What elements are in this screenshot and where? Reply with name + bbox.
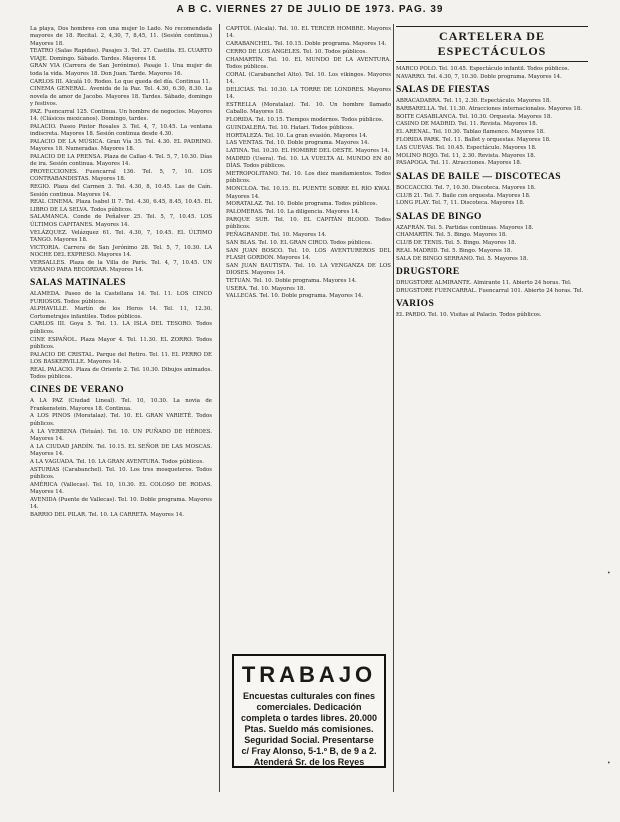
listing-entry: DELICIAS. Tel. 10.30. LA TORRE DE LONDRES. Mayores 14. <box>226 86 391 101</box>
listing-entry: CLUB 21. Tel. 7. Baile con orquesta. Mayores 18. <box>396 192 531 199</box>
listing-entry: USERA. Tel. 10. Mayores 18. <box>226 285 306 292</box>
listing-entry: CERRO DE LOS ÁNGELES. Tel. 10. Todos públicos. <box>226 48 367 55</box>
section-title-matinales: SALAS MATINALES <box>30 278 126 289</box>
listing-entry: DRUGSTORE ALMIRANTE. Almirante 11. Abierto 24 horas. Tel. <box>396 280 572 287</box>
listing-entry: CINEMA GENERAL. Avenida de la Paz. Tel. 4.30, 6.30, 8.30. La novela de amor de Jacobo. Mayores 18. Tardes. Sábado, domingo y festivos. <box>30 86 212 107</box>
listing-entry: TEATRO (Salas Rapidas). Pasajes 3. Tel. 27. Castilla. EL CUARTO VIAJE. Domingo. Sábado. Tardes. Mayores 18. <box>30 48 212 62</box>
matinales-listings <box>30 291 212 381</box>
listing-entry: A LA VAGUADA. Tel. 10. LA GRAN AVENTURA. Todos públicos. <box>30 458 204 465</box>
listing-entry: LONG PLAY. Tel. 7, 11. Discoteca. Mayores 18. <box>396 200 525 207</box>
listing-entry: MOLINO ROJO. Tel. 11, 2.30. Revista. Mayores 18. <box>396 152 536 159</box>
listing-entry: A LA PAZ (Ciudad Lineal). Tel. 10, 10.30. La novia de Frankenstein. Mayores 18. Continua. <box>30 398 212 412</box>
listing-entry: PALACIO DE LA PRENSA. Plaza de Callao 4. Tel. 5, 7, 10.30. Días de ira. Sesión continua. Mayores 14. <box>30 154 212 168</box>
listing-entry: ESTRELLA (Moratalaz). Tel. 10. Un hombre llamado Caballo. Mayores 18. <box>226 101 391 116</box>
listing-entry: ASTURIAS (Carabanchel). Tel. 10. Los tres mosqueteros. Todos públicos. <box>30 466 212 480</box>
listing-entry: REAL PALACIO. Plaza de Oriente 2. Tel. 10.30. Dibujos animados. Todos públicos. <box>30 366 212 381</box>
listing-entry: REAL CINEMA. Plaza Isabel II 7. Tel. 4.30, 6.45, 8.45, 10.45. EL LIBRO DE LA SELVA. Todos públicos. <box>30 199 212 213</box>
listing-entry: CARABANCHEL. Tel. 10.15. Doble programa. Mayores 14. <box>226 41 387 48</box>
listing-entry: A LA CIUDAD JARDÍN. Tel. 10.15. EL SEÑOR DE LAS MOSCAS. Mayores 14. <box>30 443 212 457</box>
listing-entry: VERSALLES. Plaza de la Villa de París. Tel. 4, 7, 10.45. UN VERANO PARA RECORDAR. Mayores 14. <box>30 259 212 273</box>
margin-mark-lower: • <box>607 760 611 767</box>
drugstore-listings <box>396 280 588 295</box>
section-title-fiestas: SALAS DE FIESTAS <box>396 85 490 96</box>
varios-listings <box>396 312 588 319</box>
section-title-varios: VARIOS <box>396 299 435 310</box>
verano-listings <box>30 398 212 519</box>
listing-entry: TETUÁN. Tel. 10. Doble programa. Mayores 14. <box>226 277 357 284</box>
section-title-bingo: SALAS DE BINGO <box>396 211 482 222</box>
listing-entry: CASINO DE MADRID. Tel. 11. Revista. Mayores 18. <box>396 121 538 128</box>
listing-entry: BOCCACCIO. Tel. 7, 10.30. Discoteca. Mayores 18. <box>396 184 536 191</box>
listing-entry: BARRIO DEL PILAR. Tel. 10. LA CARRETA. Mayores 14. <box>30 511 185 518</box>
listing-entry: CARLOS III. Goya 5. Tel. 11. LA ISLA DEL TESORO. Todos públicos. <box>30 321 212 335</box>
margin-mark: • <box>607 570 611 577</box>
column-rule-2 <box>393 24 394 792</box>
listing-entry: MONCLOA. Tel. 10.15. EL PUENTE SOBRE EL RÍO KWAI. Mayores 14. <box>226 186 391 200</box>
listing-entry: A LA VERBENA (Tetuán). Tel. 10. UN PUÑADO DE HÉROES. Mayores 14. <box>30 428 212 442</box>
cartelera-masthead: CARTELERA DE ESPECTÁCULOS <box>396 26 588 62</box>
listing-entry: AMÉRICA (Vallecas). Tel. 10, 10.30. EL COLOSO DE RODAS. Mayores 14. <box>30 481 212 495</box>
listing-entry: SAN JUAN BOSCO. Tel. 10. LOS AVENTUREROS DEL FLASH GORDON. Mayores 14. <box>226 247 391 261</box>
job-advertisement <box>232 654 386 768</box>
listing-entry: VELÁZQUEZ. Velázquez 61. Tel. 4.30, 7, 10.45. EL ÚLTIMO TANGO. Mayores 18. <box>30 229 212 243</box>
bingo-listings <box>396 225 588 263</box>
ad-title: TRABAJO <box>241 662 377 687</box>
ad-body: Encuestas culturales con fines comerciales. Dedicación completa o tardes libres. 20.000 Ptas. Sueldo más comisiones. Seguridad Social. Presentarse c/ Fray Alonso, 5-1.º B, de 9 a 2. Atenderá Sr. de los Reyes <box>240 691 378 767</box>
section-title-drugstore: DRUGSTORE <box>396 267 460 278</box>
page-header: A B C. VIERNES 27 DE JULIO DE 1973. PAG. 39 <box>176 4 444 15</box>
listing-entry: CHAMARTÍN. Tel. 5. Bingo. Mayores 18. <box>396 232 508 239</box>
listing-entry: BARBARELLA. Tel. 11.30. Atracciones internacionales. Mayores 18. <box>396 105 582 112</box>
listing-entry: MADRID (Usera). Tel. 10. LA VUELTA AL MUNDO EN 80 DÍAS. Todos públicos. <box>226 156 391 170</box>
listing-entry: PALACIO DE LA MÚSICA. Gran Vía 35. Tel. 4.30. EL PADRINO. Mayores 18. Numeradas. Mayores 18. <box>30 138 212 153</box>
listing-entry: PEÑAGRANDE. Tel. 10. Mayores 14. <box>226 232 327 239</box>
listing-entry: MORATALAZ. Tel. 10. Doble programa. Todos públicos. <box>226 201 378 208</box>
listing-entry: La playa, Dos hombres con una mujer lo Lado. No recomendada mayores de 18. Recital. 2, 4,30, 7, 8,45, 11. (Sesión continua.) Mayores 18. <box>30 26 212 47</box>
listing-entry: REAL MADRID. Tel. 5. Bingo. Mayores 18. <box>396 248 513 255</box>
listing-entry: EL PARDO. Tel. 10. Visitas al Palacio. Todos públicos. <box>396 312 542 319</box>
column-1 <box>30 26 212 791</box>
column-1-listings <box>30 26 212 274</box>
listing-entry: VALLECAS. Tel. 10. Doble programa. Mayores 14. <box>226 293 364 300</box>
listing-entry: ABRACADABRA. Tel. 11, 2.30. Espectáculo. Mayores 18. <box>396 98 551 105</box>
listing-entry: PALOMERAS. Tel. 10. La diligencia. Mayores 14. <box>226 209 360 216</box>
listing-entry: GUINDALERA. Tel. 10. Hatari. Todos públicos. <box>226 124 354 131</box>
listing-entry: BOITE CASABLANCA. Tel. 10.30. Orquesta. Mayores 18. <box>396 113 552 120</box>
baile-listings <box>396 185 588 208</box>
listing-entry: MARCO POLO. Tel. 10.45. Espectáculo infantil. Todos públicos. <box>396 66 570 72</box>
listing-entry: SAN JUAN BAUTISTA. Tel. 10. LA VENGANZA DE LOS DIOSES. Mayores 14. <box>226 262 391 276</box>
intro-listings <box>396 66 588 81</box>
listing-entry: NAVARRO. Tel. 4.30, 7, 10.30. Doble programa. Mayores 14. <box>396 73 562 80</box>
listing-entry: GRAN VIA (Carrera de San Jerónimo). Pasaje 1. Una mujer de toda la vida. Mayores 18. Don Juan. Tarde. Mayores 16. <box>30 63 212 77</box>
listing-entry: ALPHAVILLE. Martín de los Heros 14. Tel. 11, 12.30. Cortometrajes infantiles. Todos públicos. <box>30 306 212 320</box>
listing-entry: REGIO. Plaza del Carmen 3. Tel. 4.30, 8, 10.45. Las de Caín. Sesión continua. Mayores 14. <box>30 184 212 198</box>
listing-entry: DRUGSTORE FUENCARRAL. Fuencarral 101. Abierto 24 horas. Tel. <box>396 287 584 294</box>
listing-entry: AVENIDA (Puente de Vallecas). Tel. 10. Doble programa. Mayores 14. <box>30 496 212 511</box>
listing-entry: PALACIO DE CRISTAL. Parque del Retiro. Tel. 11. EL PERRO DE LOS BASKERVILLE. Mayores 14. <box>30 351 212 365</box>
listing-entry: ALAMEDA. Paseo de la Castellana 14. Tel. 11. LOS CINCO FURIOSOS. Todos públicos. <box>30 291 212 305</box>
listing-entry: CAPITOL (Alcalá). Tel. 10. EL TERCER HOMBRE. Mayores 14. <box>226 26 391 40</box>
listing-entry: CHAMARTÍN. Tel. 10. EL MUNDO DE LA AVENTURA. Todos públicos. <box>226 56 391 70</box>
column-2-listings <box>226 26 391 301</box>
listing-entry: CORAL (Carabanchel Alto). Tel. 10. Los vikingos. Mayores 14. <box>226 71 391 86</box>
listing-entry: A LOS PINOS (Moratalaz). Tel. 10. EL GRAN VARIETÉ. Todos públicos. <box>30 413 212 427</box>
listing-entry: CARLOS III. Alcalá 10. Rodeo. Lo que queda del día. Continua 11. <box>30 78 211 85</box>
listing-entry: LATINA. Tel. 10.30. EL HOMBRE DEL OESTE. Mayores 14. <box>226 148 390 155</box>
listing-entry: CINE ESPAÑOL. Plaza Mayor 4. Tel. 11.30. EL ZORRO. Todos públicos. <box>30 336 212 350</box>
section-title-baile: SALAS DE BAILE — DISCOTECAS <box>396 171 561 182</box>
column-3 <box>396 26 588 791</box>
listing-entry: PASAPOGA. Tel. 11. Atracciones. Mayores 18. <box>396 160 522 167</box>
listing-entry: PALACIO. Paseo Pintor Rosales 3. Tel. 4, 7, 10.45. La ventana indiscreta. Mayores 18. Sesión continua desde 4.30. <box>30 123 212 138</box>
fiestas-listings <box>396 98 588 168</box>
listing-entry: AZAFRÁN. Tel. 5. Partidas continuas. Mayores 18. <box>396 224 534 231</box>
listing-entry: SALA DE BINGO SERRANO. Tel. 5. Mayores 18. <box>396 255 529 262</box>
listing-entry: SAN BLAS. Tel. 10. EL GRAN CIRCO. Todos públicos. <box>226 239 373 246</box>
listing-entry: EL ARENAL. Tel. 10.30. Tablao flamenco. Mayores 18. <box>396 129 545 136</box>
section-title-cines-verano: CINES DE VERANO <box>30 385 124 396</box>
listing-entry: FLORIDA PARK. Tel. 11. Ballet y orquestas. Mayores 18. <box>396 137 551 144</box>
listing-entry: HORTALEZA. Tel. 10. La gran evasión. Mayores 14. <box>226 132 368 139</box>
listing-entry: CLUB DE TENIS. Tel. 5. Bingo. Mayores 18. <box>396 240 517 247</box>
listing-entry: PROYECCIONES. Fuencarral 136. Tel. 5, 7, 10. LOS CONTRABANDISTAS. Mayores 18. <box>30 169 212 183</box>
listing-entry: PAZ. Fuencarral 125. Continua. Un hombre de negocios. Mayores 14. (Clásicos mexicanos). Domingo, tardes. <box>30 108 212 123</box>
listing-entry: PARQUE SUR. Tel. 10. EL CAPITÁN BLOOD. Todos públicos. <box>226 216 391 231</box>
column-rule-1 <box>219 24 220 792</box>
listing-entry: METROPOLITANO. Tel. 10. Los diez mandamientos. Todos públicos. <box>226 171 391 185</box>
listing-entry: LAS CUEVAS. Tel. 10.45. Espectáculo. Mayores 18. <box>396 144 537 151</box>
listing-entry: VICTORIA. Carrera de San Jerónimo 28. Tel. 5, 7, 10.30. LA NOCHE DEL EXPRESO. Mayores 14. <box>30 244 212 258</box>
listing-entry: LAS VENTAS. Tel. 10. Doble programa. Mayores 14. <box>226 140 370 147</box>
listing-entry: SALAMANCA. Conde de Peñalver 25. Tel. 5, 7, 10.45. LOS ÚLTIMOS CAPITANES. Mayores 14. <box>30 214 212 228</box>
listing-entry: FLORIDA. Tel. 10.15. Tiempos modernos. Todos públicos. <box>226 117 384 124</box>
